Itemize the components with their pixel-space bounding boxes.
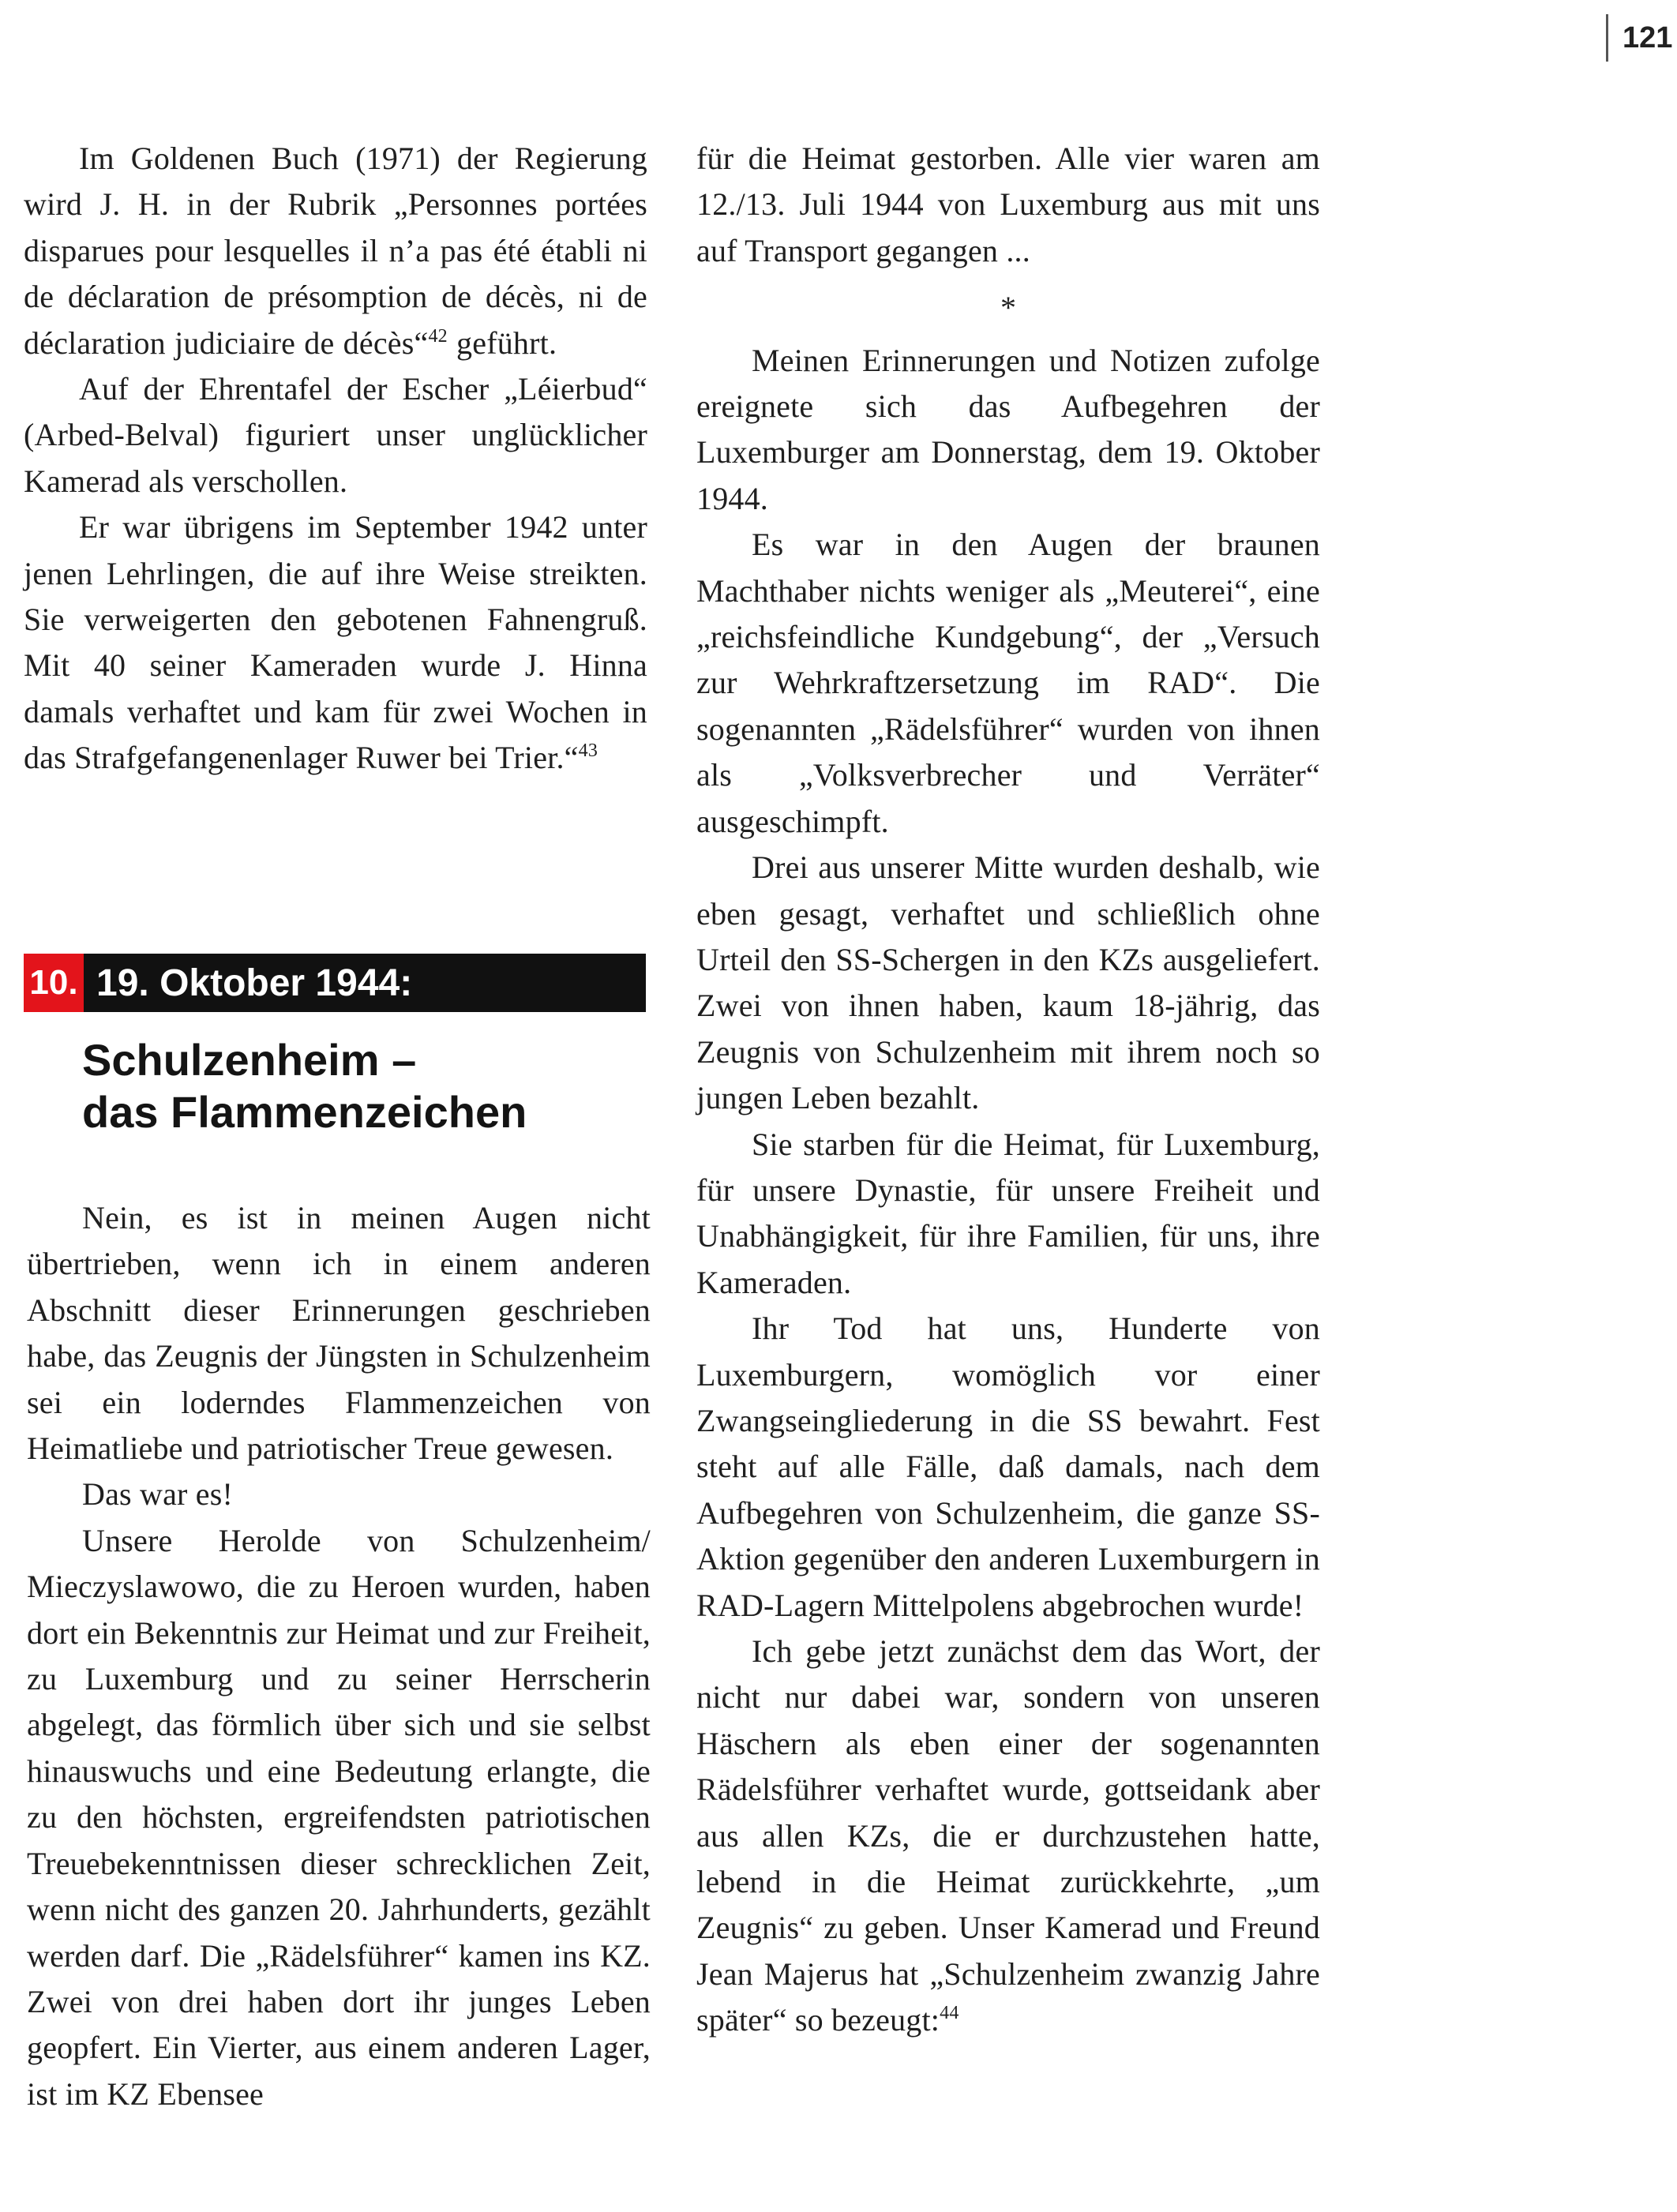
paragraph-goldenes-buch: Im Goldenen Buch (1971) der Regierung wird J. H. in der Rubrik „Personnes portées disparues pour lesquelles il n’a pas été établi ni de déclaration de présomption de décès, ni de déclaration judiciaire de décès“$^{42}$ geführt. — [24, 141, 647, 361]
paragraph-ehrentafel: Auf der Ehrentafel der Escher „Léierbud“ (Arbed-Belval) figuriert unser unglücklicher Kamerad als verschollen. — [24, 371, 647, 499]
right-column — [696, 136, 1320, 2044]
paragraph-meuterei: Es war in den Augen der braunen Machthaber nichts weniger als „Meuterei“, eine „reichsfeindliche Kundgebung“, der „Versuch zur Wehrkraftzersetzung im RAD“. Die sogenannten „Rädelsführer“ wurden von ihnen als „Volksverbrecher und Verräter“ ausgeschimpft. — [696, 527, 1320, 839]
section-heading-bar — [24, 954, 646, 1012]
footnote-ref-44: 44 — [940, 2003, 959, 2024]
left-column — [24, 136, 647, 782]
section-body-left — [27, 1195, 651, 2117]
paragraph-drei: Drei aus unserer Mitte wurden deshalb, wie eben gesagt, verhaftet und schließlich ohne Urteil den SS-Schergen in den KZs ausgeliefert. Zwei von ihnen haben, kaum 18-jährig, das Zeugnis von Schulzenheim mit ihrem noch so jungen Leben bezahlt. — [696, 849, 1320, 1116]
paragraph-erinnerungen: Meinen Erinnerungen und Notizen zufolge ereignete sich das Aufbegehren der Luxemburger am Donnerstag, dem 19. Oktober 1944. — [696, 342, 1320, 516]
paragraph-nein: Nein, es ist in meinen Augen nicht übertrieben, wenn ich in einem anderen Abschnitt dieser Erinnerungen geschrieben habe, das Zeugnis der Jüngsten in Schulzenheim sei ein loderndes Flammenzeichen von Heimatliebe und patriotischer Treue gewesen. — [27, 1200, 651, 1467]
page-number: 121 — [1606, 14, 1669, 62]
section-separator: * — [1000, 290, 1016, 326]
paragraph-continued: für die Heimat gestorben. Alle vier waren am 12./13. Juli 1944 von Luxemburg aus mit uns auf Transport gegangen ... — [696, 141, 1320, 268]
paragraph-ihr-tod: Ihr Tod hat uns, Hunderte von Luxemburgern, womöglich vor einer Zwangseingliederung in die SS bewahrt. Fest steht auf alle Fälle, daß damals, nach dem Aufbegehren von Schulzenheim, die ganze SS-Aktion gegenüber den anderen Luxemburgern in RAD-Lagern Mittelpolens abgebrochen wurde! — [696, 1310, 1320, 1623]
paragraph-herolde: Unsere Herolde von Schulzenheim/ Mieczyslawowo, die zu Heroen wurden, haben dort ein Bekenntnis zur Heimat und zur Freiheit, zu Luxemburg und zu seiner Herrscherin abgelegt, das förmlich über sich und sie selbst hinauswuchs und eine Bedeutung erlangte, die zu den höchsten, ergreifendsten patriotischen Treuebekenntnissen dieser schrecklichen Zeit, wenn nicht des ganzen 20. Jahrhunderts, gezählt werden darf. Die „Rädelsführer“ kamen ins KZ. Zwei von drei haben dort ihr junges Leben geopfert. Ein Vierter, aus einem anderen Lager, ist im KZ Ebensee — [27, 1522, 651, 2112]
section-date: 19. Oktober 1944: — [96, 962, 413, 1004]
footnote-ref-43: 43 — [578, 740, 598, 762]
paragraph-sie-starben: Sie starben für die Heimat, für Luxemburg, für unsere Dynastie, für unsere Freiheit und Unabhängigkeit, für ihre Familien, für uns, ihre Kameraden. — [696, 1126, 1320, 1300]
paragraph-lehrlinge: Er war übrigens im September 1942 unter jenen Lehrlingen, die auf ihre Weise streikten. Sie verweigerten den gebotenen Fahnengruß. Mit 40 seiner Kameraden wurde J. Hinna damals verhaftet und kam für zwei Wochen in das Strafgefangenenlager Ruwer bei Trier.“$^{43}$ — [24, 509, 647, 776]
paragraph-das-war-es: Das war es! — [82, 1476, 234, 1513]
footnote-ref-42: 42 — [428, 325, 448, 347]
section-title: Schulzenheim – das Flammenzeichen — [82, 1035, 527, 1137]
paragraph-ich-gebe: Ich gebe jetzt zunächst dem das Wort, der nicht nur dabei war, sondern von unseren Häschern als eben einer der sogenannten Rädelsführer verhaftet wurde, gottseidank aber aus allen KZs, die er durchzustehen hatte, lebend in die Heimat zurückkehrte, „um Zeugnis“ zu geben. Unser Kamerad und Freund Jean Majerus hat „Schulzenheim zwanzig Jahre später“ so bezeugt:$^{44}$ — [696, 1633, 1320, 2038]
section-number: 10. — [24, 954, 84, 1012]
